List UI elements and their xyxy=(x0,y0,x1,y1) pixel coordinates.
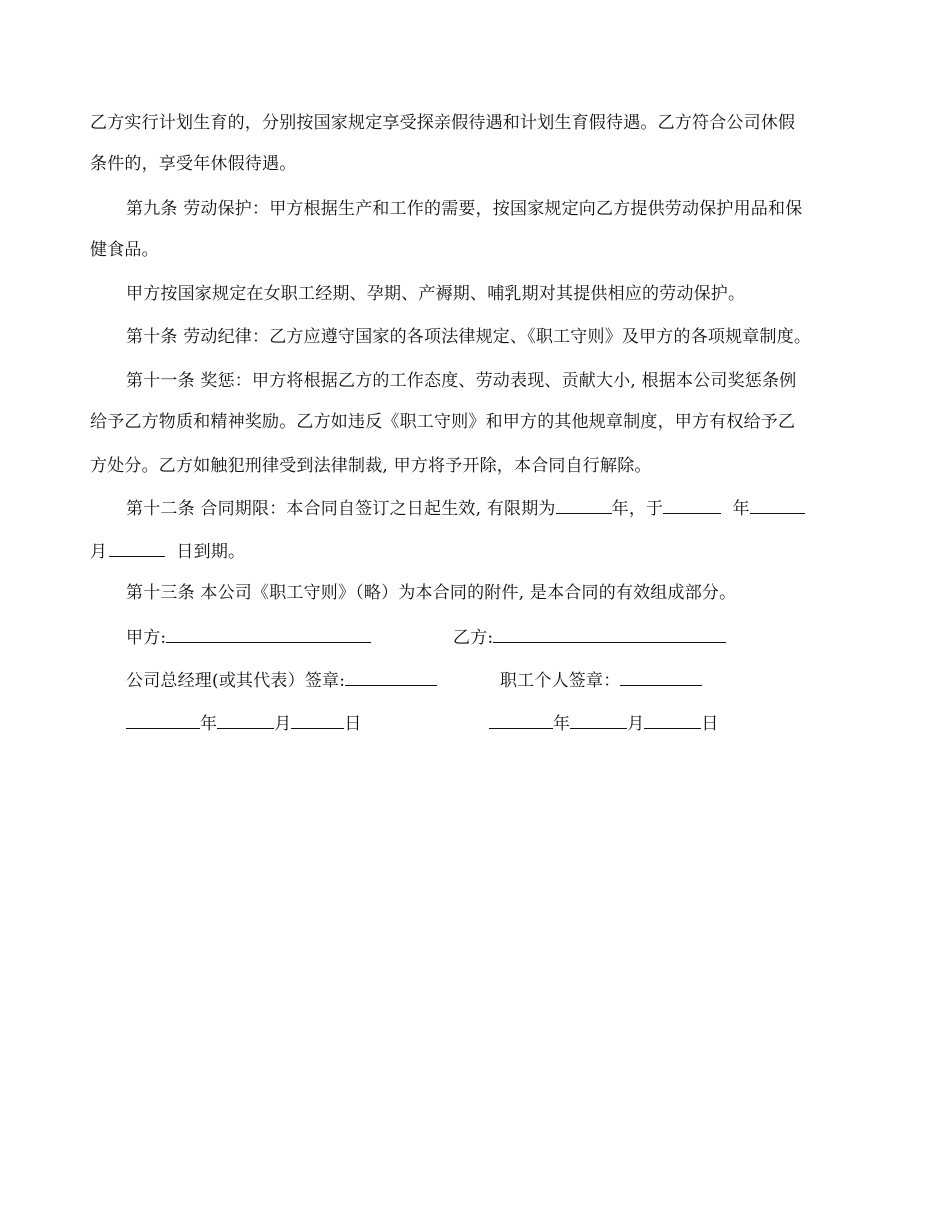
employee-sign xyxy=(500,669,702,692)
party-a-blank xyxy=(166,626,371,643)
party-a-label: 甲方: xyxy=(126,628,167,648)
month-blank xyxy=(570,712,627,729)
year-label: 年 xyxy=(732,499,750,519)
month-label: 月 xyxy=(90,542,108,562)
article-13: 第十三条 本公司《职工守则》（略）为本合同的附件, 是本合同的有效组成部分。 xyxy=(126,583,737,603)
employee-sign-blank xyxy=(620,669,702,686)
year-label: 年，于 xyxy=(611,499,664,519)
paragraph-line: 条件的，享受年休假待遇。 xyxy=(90,154,297,174)
party-a-date xyxy=(126,712,362,735)
end-day-blank xyxy=(109,540,165,557)
end-year-blank xyxy=(663,497,721,514)
gm-sign xyxy=(126,669,437,692)
employee-sign-label: 职工个人签章： xyxy=(500,671,621,691)
month-label: 月 xyxy=(627,714,645,734)
article-11-line: 方处分。乙方如触犯刑律受到法律制裁, 甲方将予开除，本合同自行解除。 xyxy=(90,456,652,476)
gm-sign-label: 公司总经理(或其代表）签章: xyxy=(126,671,346,691)
article-9-paragraph: 甲方按国家规定在女职工经期、孕期、产褥期、哺乳期对其提供相应的劳动保护。 xyxy=(126,284,746,304)
article-11-line: 给予乙方物质和精神奖励。乙方如违反《职工守则》和甲方的其他规章制度，甲方有权给予乙 xyxy=(90,412,796,432)
party-b-blank xyxy=(493,626,726,643)
end-month-blank xyxy=(750,497,805,514)
party-b-label: 乙方: xyxy=(453,628,494,648)
year-label: 年 xyxy=(200,714,218,734)
article-12-line xyxy=(126,497,805,520)
party-b-sign xyxy=(453,626,726,649)
year-blank xyxy=(489,712,553,729)
article-10: 第十条 劳动纪律：乙方应遵守国家的各项法律规定、《职工守则》及甲方的各项规章制度。 xyxy=(126,327,812,347)
article-12-line xyxy=(90,540,245,563)
day-label: 日 xyxy=(701,714,719,734)
party-b-date xyxy=(489,712,719,735)
term-years-blank xyxy=(556,497,612,514)
article-12-text: 第十二条 合同期限：本合同自签订之日起生效, 有限期为 xyxy=(126,499,556,519)
day-label: 日 xyxy=(344,714,362,734)
year-blank xyxy=(126,712,200,729)
day-blank xyxy=(291,712,344,729)
article-11-line: 第十一条 奖惩：甲方将根据乙方的工作态度、劳动表现、贡献大小, 根据本公司奖惩条例 xyxy=(126,371,797,391)
month-blank xyxy=(217,712,274,729)
article-9-line: 健食品。 xyxy=(90,240,159,260)
day-blank xyxy=(644,712,701,729)
day-label: 日到期。 xyxy=(176,542,246,562)
year-label: 年 xyxy=(553,714,571,734)
paragraph-line: 乙方实行计划生育的，分别按国家规定享受探亲假待遇和计划生育假待遇。乙方符合公司休假 xyxy=(90,113,796,133)
month-label: 月 xyxy=(274,714,292,734)
party-a-sign xyxy=(126,626,371,649)
gm-sign-blank xyxy=(345,669,437,686)
article-9-line: 第九条 劳动保护：甲方根据生产和工作的需要，按国家规定向乙方提供劳动保护用品和保 xyxy=(126,199,803,219)
